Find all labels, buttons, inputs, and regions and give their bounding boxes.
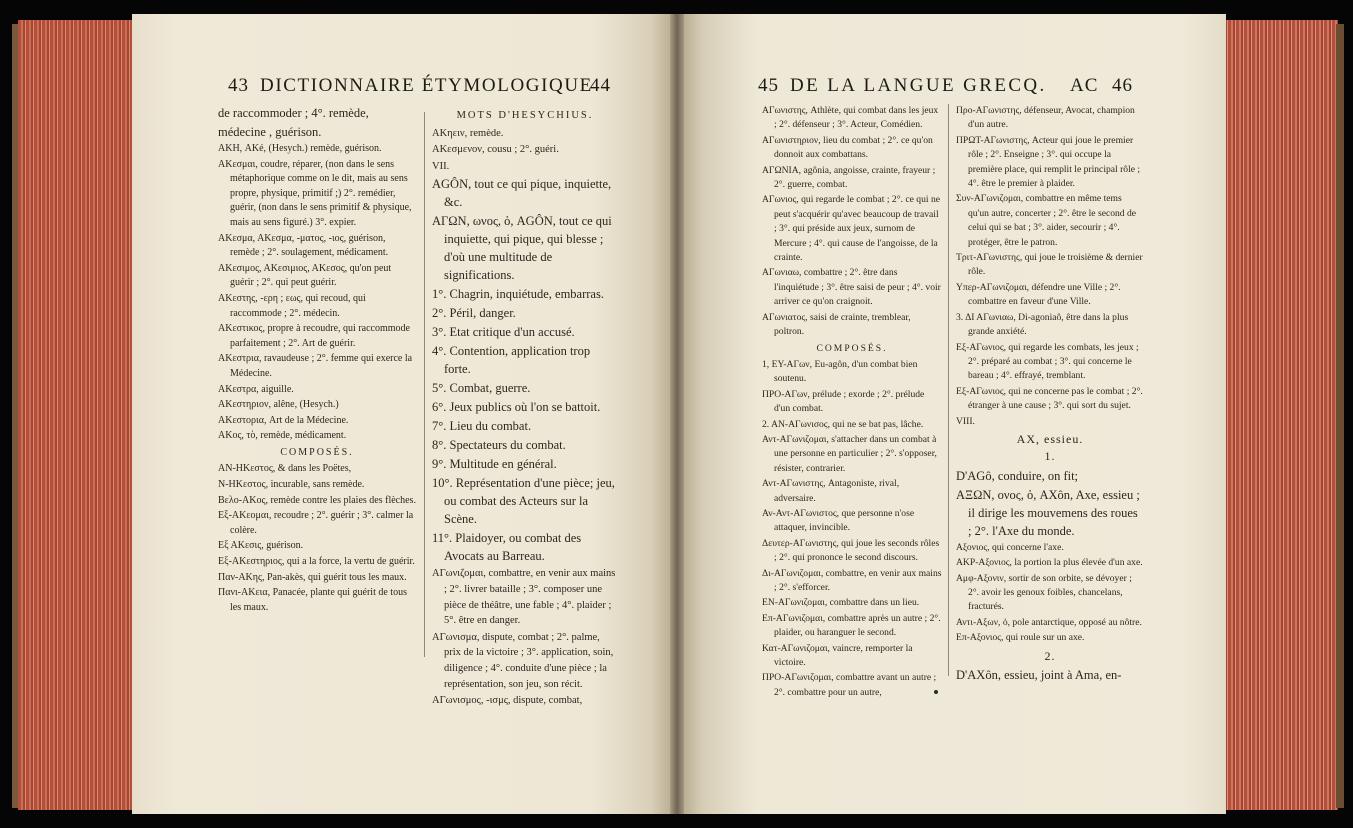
entry-line: 4°. Contention, application trop forte. [432,344,591,377]
entry-line: ΑΓωνιζομαι, combattre, en venir aux mains ; 2°. livrer bataille ; 3°. composer une pièce de théâtre, une fable ; 4°. plaider ; 5°. être en danger. [432,568,616,627]
ink-dot [934,690,938,694]
entry-line: 1°. Chagrin, inquiétude, embarras. [432,287,604,302]
entry-line: Προ-ΑΓωνιστης, défenseur, Avocat, champion d'un autre. [956,105,1135,131]
entry-line: Εξ-ΑΚεομαι, recoudre ; 2°. guérir ; 3°. calmer la colère. [218,510,414,536]
left-running-title: DICTIONNAIRE ÉTYMOLOGIQUE [260,75,593,96]
entry-line: Δι-ΑΓωνιζομαι, combattre, en venir aux mains ; 2°. s'efforcer. [762,567,942,593]
entry-line: ΑΚεστρα, aiguille. [218,383,294,395]
entry-line: ΑΚεσμενον, cousu ; 2°. guéri. [432,144,559,156]
right-page-number: 45 [758,75,779,96]
left-column-1 [218,104,416,616]
right-column-1 [762,104,942,701]
left-column-rule [424,112,425,657]
entry-line: 2. [1044,648,1056,663]
entry-line: MOTS D'HESYCHIUS. [456,110,594,121]
entry-line: ΑΚΡ-Αξονιος, la portion la plus élevée d'un axe. [956,557,1143,569]
entry-line: COMPOSÉS. [816,342,888,354]
entry-line: ΕΝ-ΑΓωνιζομαι, combattre dans un lieu. [762,597,920,609]
entry-line: de raccommoder ; 4°. remède, [218,106,369,120]
left-page-number-right: 44 [590,75,611,96]
entry-line: ΑΚεσμα, ΑΚεσμα, -ματος, -ιος, guérison, remède ; 2°. soulagement, médicament. [218,232,389,259]
entry-line: Επ-ΑΓωνιζομαι, combattre après un autre ; 2°. plaider, ou haranguer le second. [762,612,941,639]
entry-line: Αντ-ΑΓωνιστης, Antagoniste, rival, adversaire. [762,478,900,504]
entry-line: ΑΝ-ΗΚεστος, & dans les Poëtes, [218,463,352,475]
entry-line: 2°. Péril, danger. [432,306,516,321]
entry-line: Τριτ-ΑΓωνιστης, qui joue le troisième & dernier rôle. [956,252,1143,278]
entry-line: Αν-Αντ-ΑΓωνιστος, que personne n'ose attaquer, invincible. [762,507,915,534]
entry-line: Βελο-ΑΚος, remède contre les plaies des flèches. [218,494,416,506]
entry-line: Πανι-ΑΚεια, Panacée, plante qui guérit de tous les maux. [218,587,407,613]
book-gutter [670,14,684,814]
page-edges-left [18,20,136,810]
entry-line: ΑΓωνιαω, combattre ; 2°. être dans l'inquiétude ; 3°. être saisi de peur ; 4°. voir arriver ce qu'on craignoit. [762,267,941,308]
left-page-number: 43 [228,75,249,96]
right-page-number-right: 46 [1112,75,1133,96]
entry-line: Αντι-Αξων, ὁ, pole antarctique, opposé au nôtre. [956,616,1142,628]
entry-line: Κατ-ΑΓωνιζομαι, vaincre, remporter la victoire. [762,642,913,669]
entry-line: VIII. [956,415,975,427]
entry-line: Εξ ΑΚεσις, guérison. [218,540,304,552]
entry-line: ΑΓωνιστηριον, lieu du combat ; 2°. ce qu'on donnoit aux combattans. [762,134,933,161]
entry-line: Εξ-ΑΓωνιος, qui regarde les combats, les jeux ; 2°. préparé au combat ; 3°. qui concerne le bareau ; 4°. effrayé, tremblant. [956,341,1139,382]
entry-line: D'AXôn, essieu, joint à Ama, en- [956,668,1122,682]
entry-line: ΑΓΩΝΙΑ, agônia, angoisse, crainte, frayeur ; 2°. guerre, combat. [762,164,936,191]
entry-line: 5°. Combat, guerre. [432,381,531,396]
entry-line: Αμφ-Αξονιν, sortir de son orbite, se dévoyer ; 2°. avoir les genoux foibles, chancelans, fracturés. [956,572,1132,613]
entry-line: ΠΡΩΤ-ΑΓωνιστης, Acteur qui joue le premier rôle ; 2°. Enseigne ; 3°. qui occupe la première place, qui remplit le principal rôle ; 4°. être le premier à plaider. [956,134,1141,190]
right-section-label: AC [1070,75,1099,96]
entry-line: Εξ-ΑΓωνιος, qui ne concerne pas le combat ; 2°. étranger à une cause ; 3°. qui sort du sujet. [956,385,1143,412]
entry-line: VII. [432,160,450,172]
entry-line: 1, ΕΥ-ΑΓων, Eu-agôn, d'un combat bien soutenu. [762,358,918,385]
entry-line: 11°. Plaidoyer, ou combat des Avocats au Barreau. [432,531,582,564]
page-edges-right [1220,20,1338,810]
left-column-2 [432,106,618,710]
entry-line: 6°. Jeux publics où l'on se battoit. [432,400,601,415]
entry-line: ΑΚεστρια, ravaudeuse ; 2°. femme qui exerce la Médecine. [218,353,413,379]
entry-line: ΑΞΩΝ, ονος, ὁ, AXôn, Axe, essieu ; il dirige les mouvemens des roues ; 2°. l'Axe du monde. [956,487,1140,538]
entry-line: 7°. Lieu du combat. [432,419,532,434]
entry-line: 3°. Etat critique d'un accusé. [432,325,575,340]
entry-line: ΑΚεστηριον, alêne, (Hesych.) [218,399,339,411]
entry-line: médecine , guérison. [218,125,322,139]
entry-line: Δευτερ-ΑΓωνιστης, qui joue les seconds rôles ; 2°. qui prononce le second discours. [762,537,940,564]
entry-line: ΑΓωνιος, qui regarde le combat ; 2°. ce qui ne peut s'acquérir qu'avec beaucoup de travail ; 3°. qui préside aux jeux, surnom de Mercure ; 4°. qui cause de l'angoisse, de la crainte. [762,194,940,264]
entry-line: Επ-Αξονιος, qui roule sur un axe. [956,632,1085,644]
right-running-title: DE LA LANGUE GRECQ. [790,75,1047,96]
entry-line: ΑΓωνισμα, dispute, combat ; 2°. palme, prix de la victoire ; 3°. application, soin, diligence ; 4°. conduite d'une pièce ; la représentation, son jeu, son récit. [432,631,614,690]
entry-line: Παν-ΑΚης, Pan-akès, qui guérit tous les maux. [218,571,407,583]
entry-line: ΑΚος, τὸ, remède, médicament. [218,430,347,442]
entry-line: 3. ΔΙ ΑΓωνιαω, Di-agoniaô, être dans la plus grande anxiété. [956,311,1129,338]
entry-line: Υπερ-ΑΓωνιζομαι, défendre une Ville ; 2°. combattre en faveur d'une Ville. [956,281,1121,308]
entry-line: Εξ-ΑΚεστηριος, qui a la force, la vertu de guérir. [218,556,415,568]
entry-line: AGÔN, tout ce qui pique, inquiette, &c. [432,177,612,210]
entry-line: Συν-ΑΓωνιζομαι, combattre en même tems qu'un autre, concerter ; 2°. être le second de celui qui se bat ; 3°. aider, secourir ; 4°. protéger, être le patron. [956,193,1137,248]
entry-line: ΑΚεσιμος, ΑΚεσιμιος, ΑΚεσος, qu'on peut guérir ; 2°. qui peut guérir. [218,262,392,289]
entry-line: ΑΓωνισμος, -ισμς, dispute, combat, [432,695,583,707]
entry-line: Αξονιος, qui concerne l'axe. [956,541,1064,553]
entry-line: Αντ-ΑΓωνιζομαι, s'attacher dans un combat à une personne en particulier ; 2°. s'opposer, résister, contrarier. [762,433,937,474]
right-column-rule [948,104,949,676]
entry-line: 2. ΑΝ-ΑΓωνισος, qui ne se bat pas, lâche. [762,418,924,430]
entry-line: ΠΡΟ-ΑΓωνιζομαι, combattre avant un autre ; 2°. combattre pour un autre, [762,672,937,698]
entry-line: 10°. Représentation d'une pièce; jeu, ou combat des Acteurs sur la Scène. [432,476,615,527]
entry-line: 9°. Multitude en général. [432,457,557,472]
entry-line: ΑΓωνιατος, saisi de crainte, tremblear, poltron. [762,311,911,338]
entry-line: Ν-ΗΚεστος, incurable, sans remède. [218,479,365,491]
entry-line: ΑΚεσμαι, coudre, réparer, (non dans le sens métaphorique comme on le dit, mais au sens propre, physique, primitif ;) 2°. remédier, guérir, (non dans le sens primitif & physique, mais au sens figuré.) 3°. expier. [218,158,412,228]
entry-line: D'AGô, conduire, on fit; [956,468,1079,483]
entry-line: ΑΚεστικος, propre à recoudre, qui raccommode parfaitement ; 2°. Art de guérir. [218,323,410,349]
entry-line: ΑΓωνιστης, Athlète, qui combat dans les jeux ; 2°. défenseur ; 3°. Acteur, Comédien. [762,105,939,131]
entry-line: ΑΓΩΝ, ωνος, ὁ, AGÔN, tout ce qui inquiette, qui pique, qui blesse ; d'où une multitude de significations. [432,214,612,283]
entry-line: AX, essieu. [1016,431,1084,446]
entry-line: ΑΚεστορια, Art de la Médecine. [218,414,349,426]
right-column-2 [956,104,1144,685]
entry-line: 1. [1044,449,1056,464]
book-edge-right-outer [1336,24,1344,808]
entry-line: ΑΚηειν, remède. [432,127,504,139]
entry-line: ΑΚΗ, AKé, (Hesych.) remède, guérison. [218,143,382,154]
entry-line: ΑΚεστης, -ερη ; εως, qui recoud, qui raccommode ; 2°. médecin. [218,292,366,319]
entry-line: 8°. Spectateurs du combat. [432,438,566,453]
entry-line: COMPOSÉS. [280,446,354,458]
entry-line: ΠΡΟ-ΑΓων, prélude ; exorde ; 2°. prélude d'un combat. [762,388,925,415]
